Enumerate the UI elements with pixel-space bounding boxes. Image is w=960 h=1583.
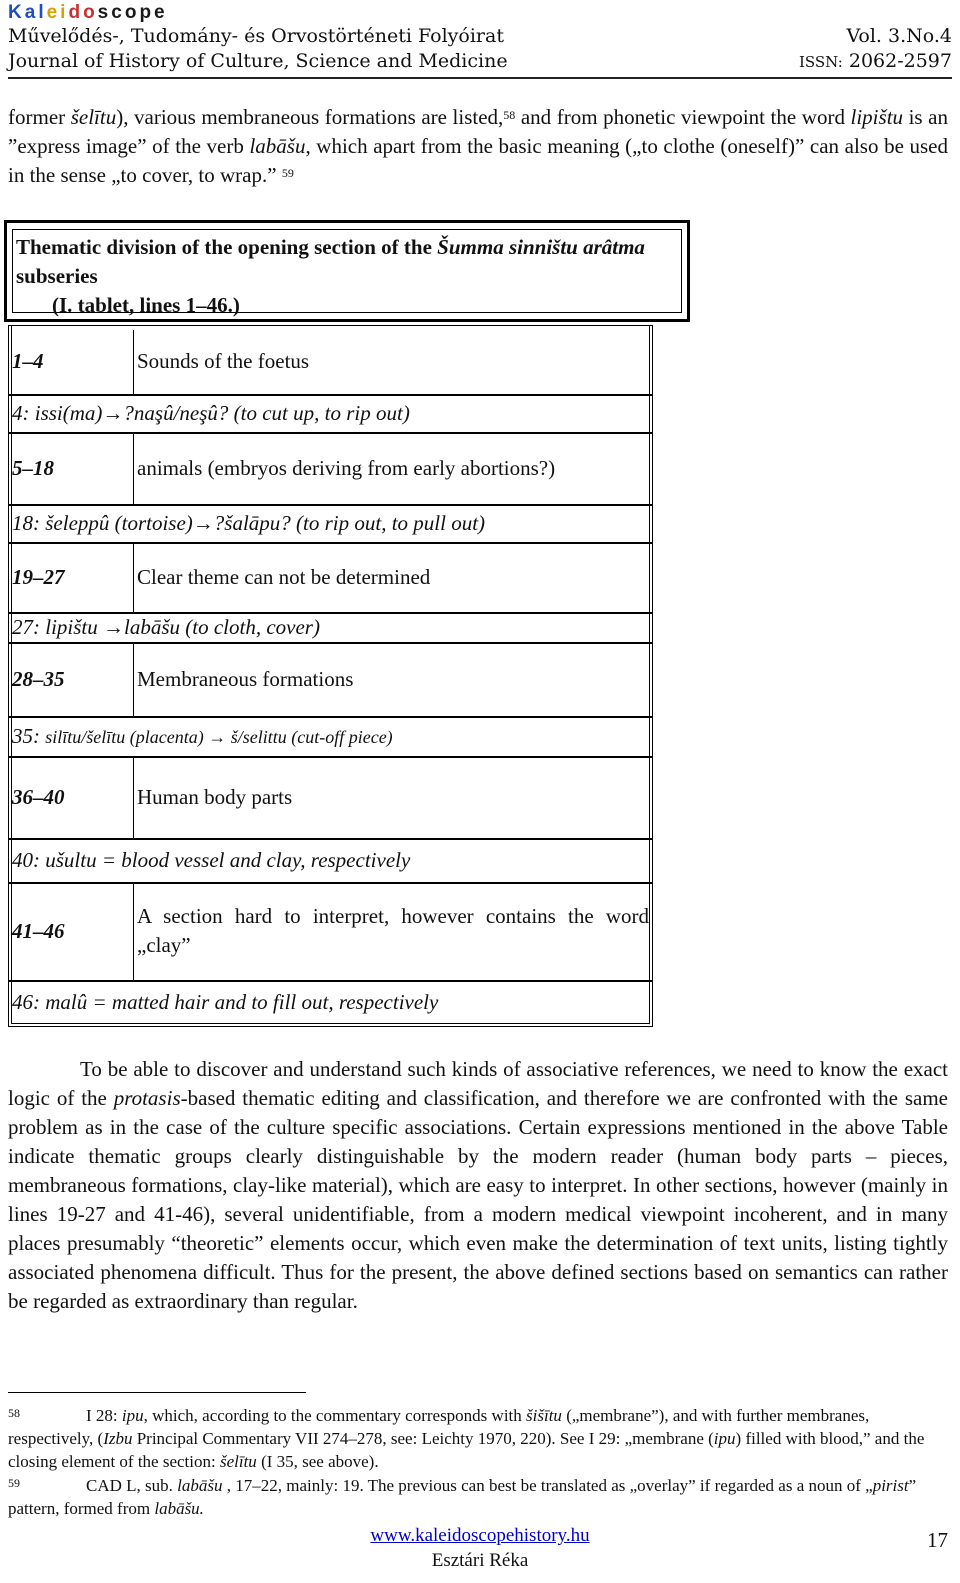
logo-letter: s xyxy=(97,2,112,23)
table-title: Thematic division of the opening section of the Šumma sinništu arâtma subseries (I. tablet, lines 1–46.) xyxy=(16,235,645,317)
journal-title-en: Journal of History of Culture, Science and Medicine xyxy=(8,50,508,72)
table-etymology-note: 4: issi(ma)→?naşû/neşû? (to cut up, to rip out) xyxy=(12,400,410,425)
logo-letter: o xyxy=(83,2,98,23)
volume-number: Vol. 3.No.4 xyxy=(846,25,952,47)
logo-letter: e xyxy=(154,2,168,23)
table-line-range: 36–40 xyxy=(12,784,65,809)
logo-letter: p xyxy=(139,2,155,23)
running-header xyxy=(8,2,952,75)
table-row-divider xyxy=(8,642,653,644)
journal-title-hu: Művelődés-, Tudomány- és Orvostörténeti Folyóirat xyxy=(8,25,504,47)
table-row-divider xyxy=(8,394,653,396)
table-row-divider xyxy=(8,838,653,840)
table-etymology-note: 27: lipištu →labāšu (to cloth, cover) xyxy=(12,614,320,639)
footnote-separator xyxy=(8,1392,306,1393)
logo-letter: l xyxy=(38,2,47,23)
page-number: 17 xyxy=(927,1528,948,1552)
table-etymology-note: 18: šeleppû (tortoise)→?šalāpu? (to rip out, to pull out) xyxy=(12,510,486,535)
table-row-divider xyxy=(8,980,653,982)
table-line-range: 41–46 xyxy=(12,918,65,943)
table-theme-description: Clear theme can not be determined xyxy=(137,564,431,589)
logo-letter: d xyxy=(68,2,84,23)
table-row-divider xyxy=(8,432,653,434)
table-line-range: 5–18 xyxy=(12,455,54,480)
website-link[interactable]: www.kaleidoscopehistory.hu xyxy=(370,1525,590,1546)
logo-letter: a xyxy=(24,2,39,23)
issn: ISSN: 2062-2597 xyxy=(798,50,952,72)
table-theme-description: animals (embryos deriving from early abortions?) xyxy=(137,455,556,480)
footnote-ref-58[interactable]: 58 xyxy=(503,108,516,122)
footnote-59: $^{59}$ CAD L, sub. labāšu , 17–22, mainly: 19. The previous can best be translated as „overlay” if regarded as a noun of „pirist” pattern, formed from labāšu. xyxy=(8,1476,917,1518)
table-column-divider xyxy=(133,884,134,980)
table-etymology-note: 46: malû = matted hair and to fill out, respectively xyxy=(12,989,439,1014)
body-paragraph: To be able to discover and understand such kinds of associative references, we need to know the exact logic of the protasis-based thematic editing and classification, and therefore we are confronted with the same problem as in the case of the culture specific associations. Certain expressions mentioned in the above Table indicate thematic groups clearly distinguishable by the modern reader (human body parts – pieces, membraneous formations, clay-like material), which are easy to interpret. In other sections, however (mainly in lines 19-27 and 41-46), several unidentifiable, from a modern medical viewpoint incoherent, and in many places presumably “theoretic” elements occur, which even make the determination of text units, listing tightly associated phenomena difficult. Thus for the present, the above defined sections based on semantics can rather be regarded as extraordinary than regular. xyxy=(8,1057,948,1313)
logo-letter: K xyxy=(8,2,25,23)
footnote-58: $^{58}$ I 28: ipu, which, according to the commentary corresponds with šišītu („membrane”), and with further membranes, respectively, (Izbu Principal Commentary VII 274–278, see: Leichty 1970, 220). See I 29: „membrane (ipu) filled with blood,” and the closing element of the section: šelītu (I 35, see above). xyxy=(8,1406,925,1471)
table-etymology-note: 35: silītu/šelītu (placenta) → š/selittu (cut-off piece) xyxy=(12,723,393,748)
table-theme-description: A section hard to interpret, however contains the word „clay” xyxy=(137,904,649,957)
table-row-divider xyxy=(8,882,653,884)
table-theme-description: Membraneous formations xyxy=(137,666,354,691)
table-column-divider xyxy=(133,644,134,716)
footer-website xyxy=(0,1525,960,1547)
table-theme-description: Sounds of the foetus xyxy=(137,348,310,373)
table-column-divider xyxy=(133,758,134,838)
footnote-ref-59[interactable]: 59 xyxy=(281,166,294,180)
table-line-range: 28–35 xyxy=(12,666,65,691)
journal-logo xyxy=(8,2,952,24)
logo-letter: e xyxy=(46,2,61,23)
table-column-divider xyxy=(133,434,134,504)
header-rule xyxy=(8,77,952,79)
footer-author: Esztári Réka xyxy=(431,1550,529,1571)
table-line-range: 1–4 xyxy=(12,348,44,373)
table-theme-description: Human body parts xyxy=(137,784,293,809)
table-row-divider xyxy=(8,756,653,758)
logo-letter: i xyxy=(60,2,69,23)
table-row-divider xyxy=(8,504,653,506)
table-line-range: 19–27 xyxy=(12,564,65,589)
intro-paragraph: former šelītu), various membraneous formations are listed,$^{58}$ and from phonetic viewpoint the word lipištu is an ”express image” of the verb labāšu, which apart from the basic meaning („to clothe (oneself)” can also be used in the sense „to cover, to wrap.” $^{59}$ xyxy=(8,105,948,187)
table-column-divider xyxy=(133,544,134,612)
logo-letter: o xyxy=(124,2,140,23)
table-column-divider xyxy=(133,330,134,394)
table-etymology-note: 40: ušultu = blood vessel and clay, respectively xyxy=(12,847,411,872)
table-row-divider xyxy=(8,542,653,544)
table-row-divider xyxy=(8,716,653,718)
logo-letter: c xyxy=(111,2,125,23)
